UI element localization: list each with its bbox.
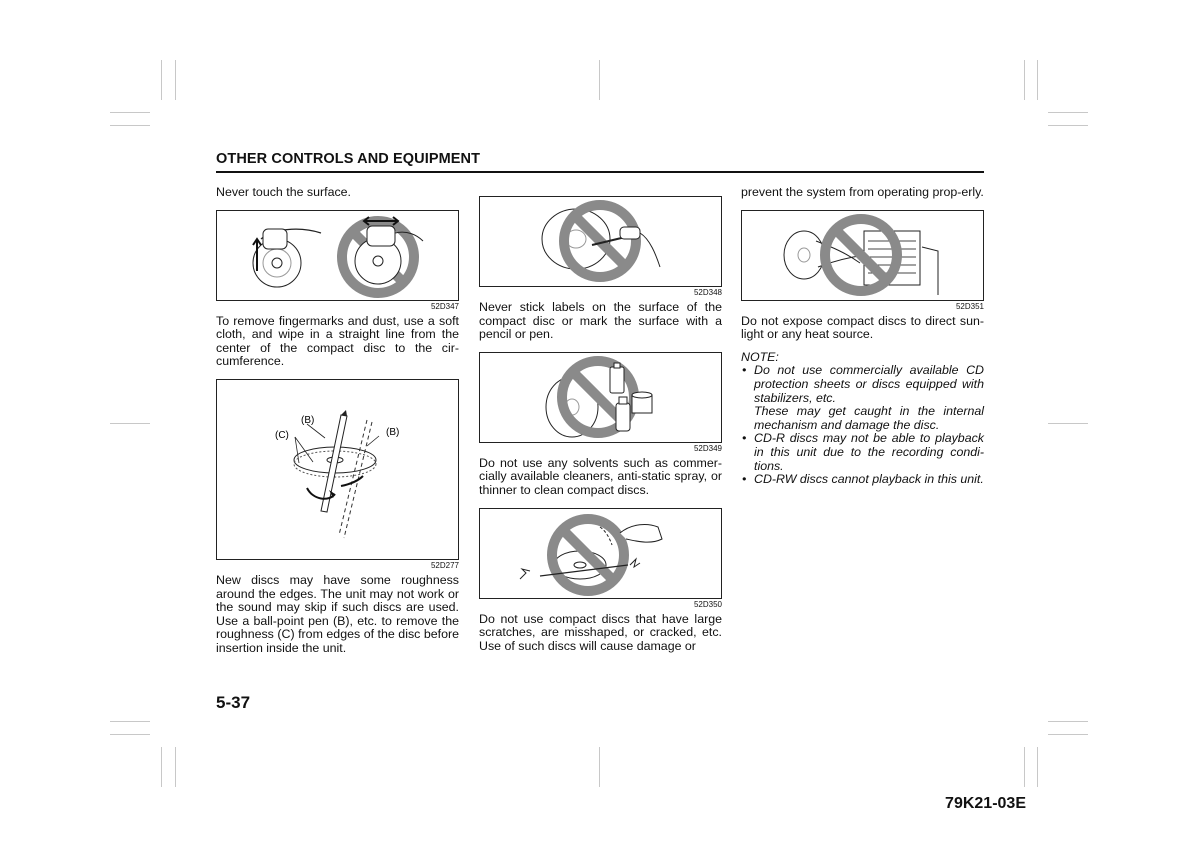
paragraph-roughness: New discs may have some roughness around the edges. The unit may not work or the sound may skip if such discs are used. Use a ball-point pen (B), etc. to remove the roughness (C) from edges of the disc before insertion inside the unit. bbox=[216, 572, 459, 655]
note-list bbox=[741, 364, 984, 486]
crop-mark bbox=[599, 60, 600, 100]
crop-mark bbox=[1048, 721, 1088, 722]
paragraph-heat: Do not expose compact discs to direct sun-light or any heat source. bbox=[741, 313, 984, 342]
disc-pen-illustration bbox=[217, 380, 458, 559]
crop-mark bbox=[110, 721, 150, 722]
note-text: Do not use commercially available CD protection sheets or discs equipped with stabilizers, etc. bbox=[754, 363, 984, 405]
crop-mark bbox=[175, 60, 176, 100]
column-3 bbox=[741, 186, 984, 487]
crop-mark bbox=[1037, 60, 1038, 100]
figure-do-not-touch-surface bbox=[216, 210, 459, 301]
paragraph-continued: prevent the system from operating prop-erly. bbox=[741, 185, 984, 199]
label-b-pen: (B) bbox=[301, 414, 315, 426]
note-heading: NOTE: bbox=[741, 349, 779, 364]
crop-mark bbox=[161, 747, 162, 787]
paragraph-damaged-discs: Do not use compact discs that have large scratches, are misshaped, or cracked, etc. Use of such discs will cause damage or bbox=[479, 611, 722, 653]
label-b-edge: (B) bbox=[386, 426, 400, 438]
page-header-title: OTHER CONTROLS AND EQUIPMENT bbox=[216, 151, 481, 167]
document-code: 79K21-03E bbox=[945, 795, 1026, 812]
header-rule bbox=[216, 171, 984, 173]
crop-mark bbox=[1048, 734, 1088, 735]
crop-mark bbox=[175, 747, 176, 787]
figure-code: 52D350 bbox=[693, 599, 722, 609]
page-number: 5-37 bbox=[216, 693, 251, 712]
note-text: CD-R discs may not be able to playback in this unit due to the recording condi-tions. bbox=[754, 431, 984, 473]
crop-mark bbox=[1024, 60, 1025, 100]
disc-touch-illustration bbox=[217, 211, 458, 300]
note-text: CD-RW discs cannot playback in this unit. bbox=[754, 472, 984, 487]
note-item bbox=[741, 473, 984, 487]
paragraph-labels: Never stick labels on the surface of the compact disc or mark the surface with a pencil or pen. bbox=[479, 300, 722, 342]
note-item bbox=[741, 432, 984, 473]
disc-damage-illustration bbox=[480, 509, 721, 598]
paragraph-solvents: Do not use any solvents such as commer-cially available cleaners, anti-static spray, or thinner to clean compact discs. bbox=[479, 455, 722, 497]
figure-code: 52D351 bbox=[955, 301, 984, 311]
crop-mark bbox=[110, 423, 150, 424]
column-1 bbox=[216, 186, 459, 656]
note-subtext: These may get caught in the internal mechanism and damage the disc. bbox=[754, 404, 984, 432]
figure-no-marking bbox=[479, 196, 722, 287]
intro-text: Never touch the surface. bbox=[216, 185, 351, 199]
label-c-roughness: (C) bbox=[275, 429, 289, 441]
paragraph-wipe-instructions: To remove fingermarks and dust, use a soft cloth, and wipe in a straight line from the center of the compact disc to the cir-cumference. bbox=[216, 313, 459, 369]
figure-no-heat bbox=[741, 210, 984, 301]
disc-heat-illustration bbox=[742, 211, 983, 300]
crop-mark bbox=[1048, 112, 1088, 113]
note-item bbox=[741, 364, 984, 432]
disc-marking-illustration bbox=[480, 197, 721, 286]
crop-mark bbox=[110, 734, 150, 735]
figure-code: 52D348 bbox=[693, 288, 722, 297]
figure-remove-roughness bbox=[216, 379, 459, 560]
figure-damaged-disc bbox=[479, 508, 722, 599]
figure-code: 52D347 bbox=[430, 301, 459, 311]
crop-mark bbox=[161, 60, 162, 100]
crop-mark bbox=[110, 112, 150, 113]
crop-mark bbox=[599, 747, 600, 787]
crop-mark bbox=[110, 125, 150, 126]
disc-solvent-illustration bbox=[480, 353, 721, 442]
figure-no-solvents bbox=[479, 352, 722, 443]
figure-code: 52D349 bbox=[693, 443, 722, 453]
crop-mark bbox=[1024, 747, 1025, 787]
crop-mark bbox=[1048, 423, 1088, 424]
crop-mark bbox=[1037, 747, 1038, 787]
crop-mark bbox=[1048, 125, 1088, 126]
column-2 bbox=[479, 196, 722, 653]
figure-code: 52D277 bbox=[430, 560, 459, 570]
